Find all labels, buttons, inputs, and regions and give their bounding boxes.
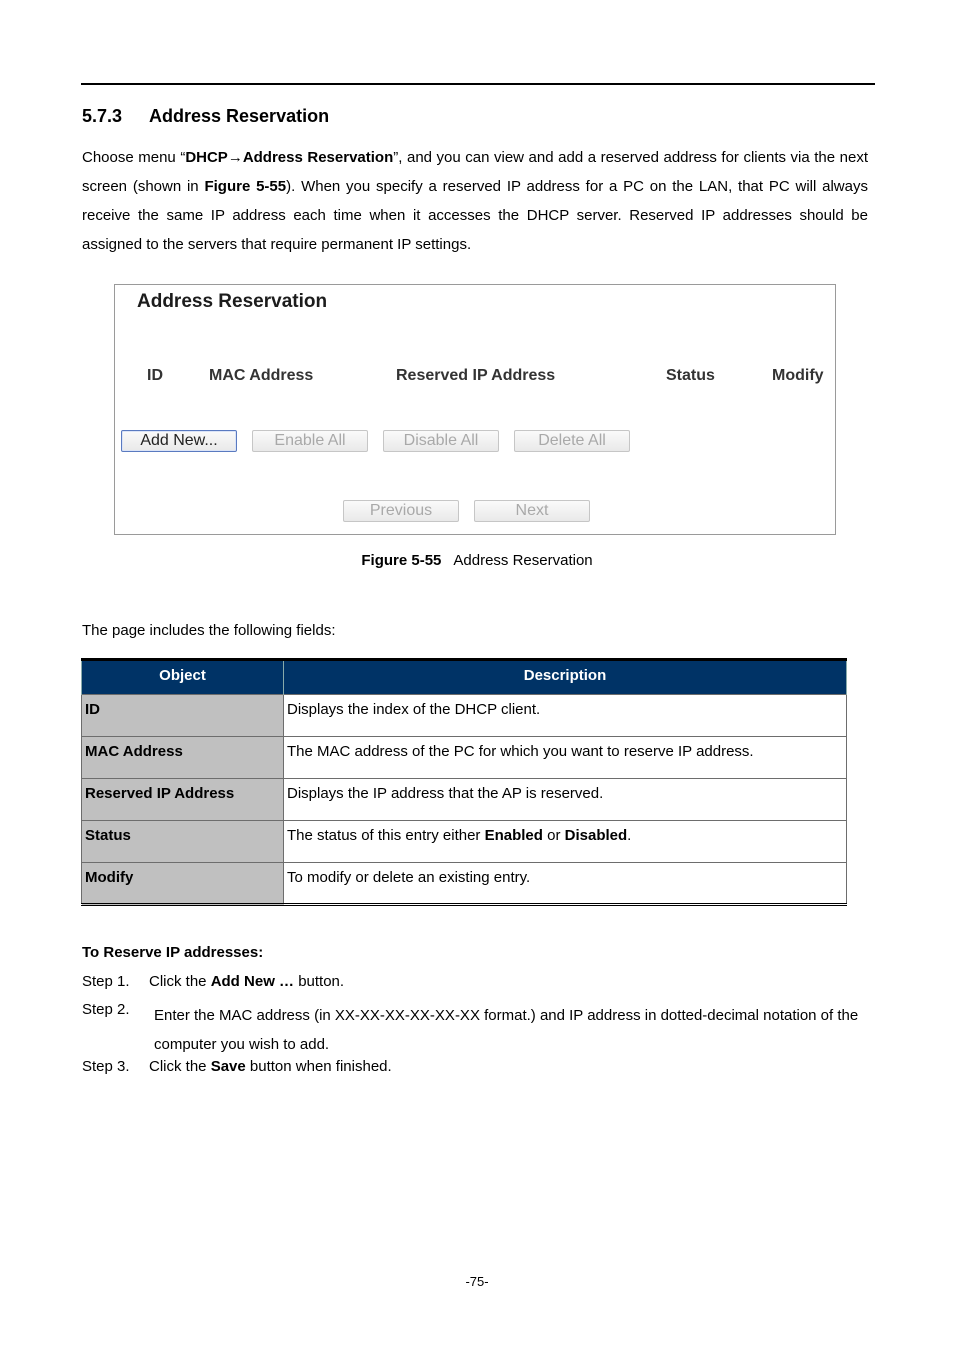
status-desc-3: . [627, 827, 632, 844]
fields-intro: The page includes the following fields: [82, 622, 336, 639]
intro-paragraph [82, 143, 868, 259]
figure-caption-label: Figure 5-55 [361, 552, 442, 569]
figure-panel-title: Address Reservation [137, 291, 328, 312]
top-rule [81, 83, 875, 85]
column-modify: Modify [772, 367, 824, 384]
header-description: Description [284, 660, 847, 695]
status-desc-1: The status of this entry either [287, 827, 485, 844]
row-object: ID [82, 695, 284, 737]
section-heading [82, 106, 329, 127]
disable-all-button[interactable]: Disable All [383, 430, 499, 452]
step-text: Click the [149, 1058, 211, 1075]
row-description [284, 821, 847, 863]
enable-all-button[interactable]: Enable All [252, 430, 368, 452]
row-description: The MAC address of the PC for which you want to reserve IP address. [284, 737, 847, 779]
table-row [82, 737, 847, 779]
intro-figure-ref: Figure 5-55 [204, 178, 287, 195]
next-button[interactable]: Next [474, 500, 590, 522]
section-number: 5.7.3 [82, 106, 123, 126]
step-text: button when finished. [245, 1058, 392, 1075]
column-mac-address: MAC Address [209, 367, 314, 384]
fields-table [81, 658, 847, 906]
intro-text-2: ”, and you can view and add a reserved address for clients via the next screen (shown in [82, 149, 868, 195]
row-description: Displays the index of the DHCP client. [284, 695, 847, 737]
step-bold: Add New … [210, 973, 295, 990]
row-object: Modify [82, 863, 284, 905]
column-id: ID [147, 367, 163, 384]
steps-title: To Reserve IP addresses: [82, 944, 264, 961]
step-2-label [82, 1001, 149, 1018]
delete-all-button[interactable]: Delete All [514, 430, 630, 452]
intro-text-3: ). When you specify a reserved IP address for a PC on the LAN, that PC will always receive the same IP address each time when it accesses the DHCP server. Reserved IP addresses should be assigned to the servers that require permanent IP settings. [82, 178, 868, 253]
step-2-text: Enter the MAC address (in XX-XX-XX-XX-XX-XX format.) and IP address in dotted-decimal notation of the computer you wish to add. [154, 1007, 859, 1053]
table-row [82, 821, 847, 863]
table-row [82, 695, 847, 737]
step-bold: Save [210, 1058, 246, 1075]
previous-button[interactable]: Previous [343, 500, 459, 522]
step-text: Click the [149, 973, 211, 990]
row-object: Status [82, 821, 284, 863]
step-1 [82, 973, 344, 990]
column-status: Status [666, 367, 715, 384]
status-enabled: Enabled [484, 827, 543, 844]
section-title: Address Reservation [149, 106, 330, 126]
row-object: Reserved IP Address [82, 779, 284, 821]
table-row [82, 779, 847, 821]
step-text: button. [294, 973, 345, 990]
status-desc-2: or [542, 827, 565, 844]
row-description: Displays the IP address that the AP is reserved. [284, 779, 847, 821]
column-reserved-ip: Reserved IP Address [396, 367, 556, 384]
table-row [82, 863, 847, 905]
row-object: MAC Address [82, 737, 284, 779]
status-disabled: Disabled [564, 827, 628, 844]
add-new-button[interactable]: Add New... [121, 430, 237, 452]
header-object: Object [82, 660, 284, 695]
step-label: Step 2. [82, 1001, 130, 1018]
page-number: -75- [465, 1274, 489, 1289]
row-description: To modify or delete an existing entry. [284, 863, 847, 905]
figure-caption-text: Address Reservation [453, 552, 593, 569]
figure-caption [0, 552, 954, 569]
address-reservation-screenshot [114, 284, 836, 535]
step-3 [82, 1058, 392, 1075]
table-header-row [82, 660, 847, 695]
step-label: Step 1. [82, 973, 130, 990]
intro-text-1: Choose menu “ [82, 149, 186, 166]
step-label: Step 3. [82, 1058, 130, 1075]
intro-menu-path: DHCP→Address Reservation [185, 149, 394, 166]
